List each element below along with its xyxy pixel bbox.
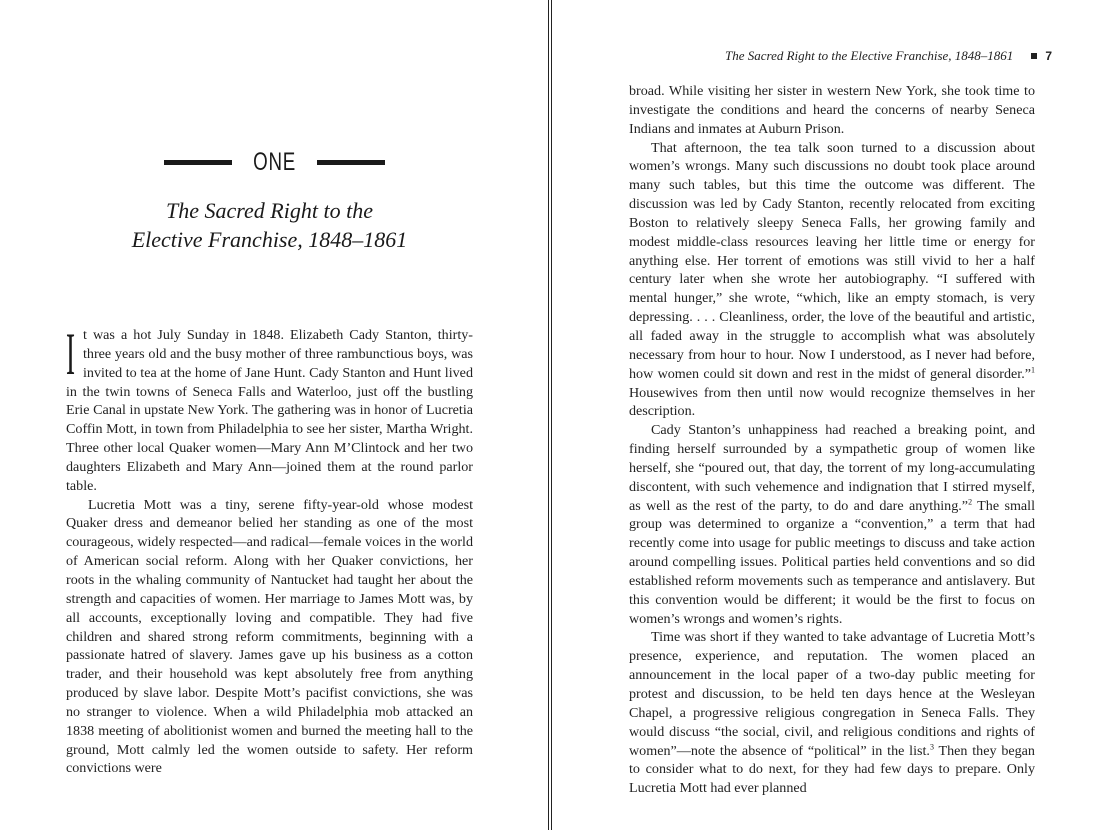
- square-bullet-icon: [1031, 53, 1037, 59]
- footnote-ref[interactable]: 2: [968, 496, 973, 506]
- chapter-heading: [0, 148, 549, 177]
- paragraph-text: Housewives from then until now would recognize themselves in her description.: [629, 384, 1035, 420]
- paragraph-text: Cady Stanton’s unhappiness had reached a breaking point, and finding herself surrounded by a sympathetic group of women like herself, she “poured out, that day, the torrent of my long-accumulating discontent, with such vehemence and indignation that I stirred myself, as well as the rest of the party, to do and dare anything.”: [629, 422, 1035, 514]
- left-body-text: [66, 321, 473, 778]
- chapter-title-line-2: Elective Franchise, 1848–1861: [131, 227, 408, 252]
- footnote-ref[interactable]: 1: [1031, 364, 1035, 374]
- chapter-number: ONE: [253, 148, 296, 176]
- paragraph: Lucretia Mott was a tiny, serene fifty-year-old whose modest Quaker dress and demeanor belied her standing as one of the most courageous, widely respected—and radical—female voices in the world of American social reform. Along with her Quaker convictions, her roots in the whaling community of Nantucket had taught her about the strength and capacities of women. Her marriage to James Mott was, by all accounts, exceptionally loving and compatible. They had five children and shared strong reform commitments, beginning with a passionate hatred of slavery. James gave up his business as a cotton trader, and their household was kept absolutely free from anything produced by slave labor. Despite Mott’s pacifist convictions, she was no stranger to violence. When a wild Philadelphia mob attacked an 1838 meeting of abolitionist women and burned the meeting hall to the ground, Mott calmly led the women outside to safety. Her reform convictions were: [66, 496, 473, 777]
- paragraph-text: That afternoon, the tea talk soon turned to a discussion about women’s wrongs. Many such discussions no doubt took place around many such tables, but this time the outcome was different. The discussion was led by Cady Stanton, recently relocated from exciting Boston to relatively sleepy Seneca Falls, her growing family and modest middle-class resources leaving her little time or energy for anything else. Her torrent of emotions was still vivid to her a half century later when she wrote her autobiography. “I suffered with mental hunger,” she wrote, “which, like an empty stomach, is very depressing. . . . Cleanliness, order, the love of the beautiful and artistic, all faded away in the struggle to accomplish what was absolutely necessary from hour to hour. Now I understood, as I never had before, how women could sit down and rest in the midst of general disorder.”: [629, 139, 1035, 382]
- paragraph-text: The small group was determined to organize a “convention,” a term that had recently come into usage for public meetings to discuss and take action around compelling issues. Political parties held conventions and so did established reform movements such as temperance and antislavery. But this convention would be different; it would be the first to focus on women’s wrongs and women’s rights.: [629, 497, 1035, 627]
- paragraph: [66, 321, 473, 496]
- right-page: [551, 0, 1100, 830]
- chapter-title: [0, 196, 539, 254]
- page-number-group: [1031, 49, 1052, 63]
- drop-cap: I: [66, 321, 75, 387]
- footnote-ref[interactable]: 3: [929, 741, 934, 751]
- chapter-title-line-1: The Sacred Right to the: [166, 198, 373, 223]
- right-body-text: [629, 82, 1035, 798]
- paragraph-text: Time was short if they wanted to take advantage of Lucretia Mott’s presence, experience, and reputation. The women placed an announcement in the local paper of a two-day public meeting for protest and discussion, to be held ten days hence at the Wesleyan Chapel, a progressive religious congregation in Seneca Falls. They would discuss “the social, civil, and religious conditions and rights of women”—note the absence of “political” in the list.: [629, 629, 1035, 759]
- running-head-title: The Sacred Right to the Elective Franchise, 1848–1861: [724, 48, 1014, 63]
- chapter-rule-left: [164, 160, 232, 165]
- paragraph-text: t was a hot July Sunday in 1848. Elizabeth Cady Stanton, thirty-three years old and the busy mother of three rambunctious boys, was invited to tea at the home of Jane Hunt. Cady Stanton and Hunt lived in the twin towns of Seneca Falls and Waterloo, just off the bustling Erie Canal in upstate New York. The gathering was in honor of Lucretia Coffin Mott, in town from Philadelphia to see her sister, Martha Wright. Three other local Quaker women—Mary Ann M’Clintock and her two daughters Elizabeth and Mary Ann—joined them at the round parlor table.: [66, 327, 473, 494]
- chapter-rule-right: [317, 160, 385, 165]
- page-number: 7: [1045, 49, 1052, 63]
- paragraph: [629, 628, 1035, 798]
- paragraph: [629, 139, 1035, 422]
- paragraph: [629, 421, 1035, 628]
- left-page: [0, 0, 549, 830]
- paragraph: broad. While visiting her sister in western New York, she took time to investigate the conditions and heard the concerns of nearby Seneca Indians and inmates at Auburn Prison.: [629, 83, 1035, 137]
- paragraph-text: Then they began to consider what to do next, for they had few days to prepare. Only Lucretia Mott had ever planned: [629, 742, 1035, 797]
- running-head: [552, 48, 1052, 64]
